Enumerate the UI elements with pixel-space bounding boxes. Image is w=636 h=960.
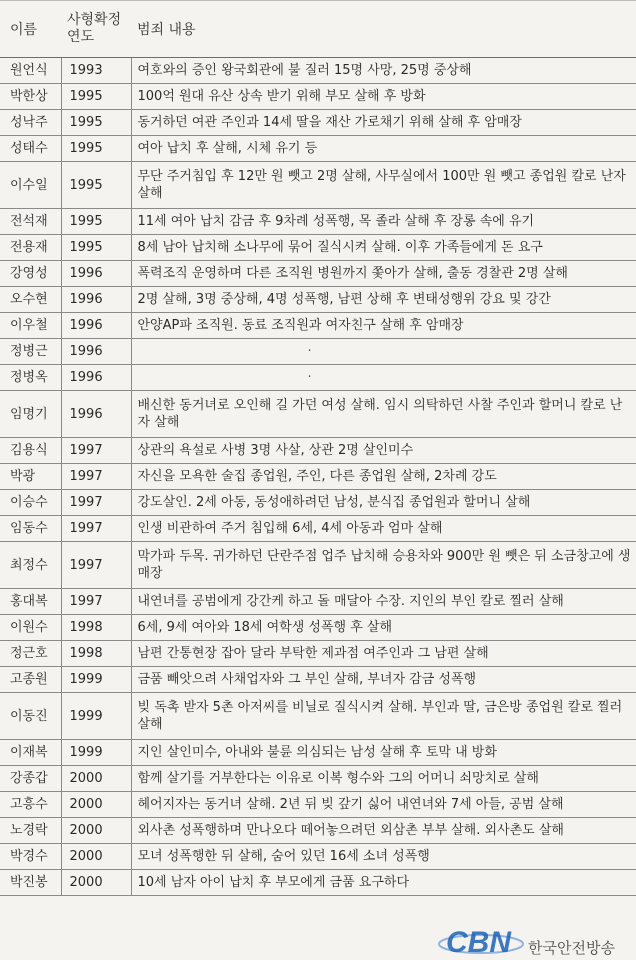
header-year-line1: 사형확정 xyxy=(67,12,122,28)
cell-name: 이우철 xyxy=(0,313,61,339)
cell-year: 1998 xyxy=(61,641,131,667)
cell-crime: 무단 주거침입 후 12만 원 뺏고 2명 살해, 사무실에서 100만 원 뺏고 종업원 칼로 난자 살해 xyxy=(131,162,636,209)
cell-year: 1996 xyxy=(61,391,131,438)
table-row xyxy=(0,339,636,365)
cell-name: 오수현 xyxy=(0,287,61,313)
cell-crime: 모녀 성폭행한 뒤 살해, 숨어 있던 16세 소녀 성폭행 xyxy=(131,844,636,870)
table-row xyxy=(0,615,636,641)
table-row xyxy=(0,870,636,896)
cell-crime: 11세 여아 납치 감금 후 9차례 성폭행, 목 졸라 살해 후 장롱 속에 유기 xyxy=(131,209,636,235)
cell-crime: 8세 남아 납치해 소나무에 묶어 질식시켜 살해. 이후 가족들에게 돈 요구 xyxy=(131,235,636,261)
cell-crime: 여아 납치 후 살해, 시체 유기 등 xyxy=(131,136,636,162)
cell-year: 1996 xyxy=(61,365,131,391)
table-row xyxy=(0,844,636,870)
cell-name: 정병근 xyxy=(0,339,61,365)
header-name: 이름 xyxy=(0,1,61,58)
table-row xyxy=(0,516,636,542)
broadcaster-watermark xyxy=(438,920,634,960)
table-row xyxy=(0,136,636,162)
table-row xyxy=(0,162,636,209)
table-row xyxy=(0,818,636,844)
table-row xyxy=(0,287,636,313)
table-row xyxy=(0,84,636,110)
table-row xyxy=(0,391,636,438)
table-row xyxy=(0,693,636,740)
cell-year: 1995 xyxy=(61,110,131,136)
cell-year: 2000 xyxy=(61,870,131,896)
table-row xyxy=(0,110,636,136)
header-year-line2: 연도 xyxy=(67,29,95,45)
cell-crime: 여호와의 증인 왕국회관에 불 질러 15명 사망, 25명 중상해 xyxy=(131,58,636,84)
cell-crime xyxy=(131,365,636,391)
cell-year: 1995 xyxy=(61,235,131,261)
cell-crime: 자신을 모욕한 술집 종업원, 주인, 다른 종업원 살해, 2차례 강도 xyxy=(131,464,636,490)
table-row xyxy=(0,766,636,792)
cbn-logo xyxy=(438,920,524,960)
cell-year: 1996 xyxy=(61,287,131,313)
ditto-mark: · xyxy=(307,370,312,385)
cell-name: 노경락 xyxy=(0,818,61,844)
cell-year: 2000 xyxy=(61,818,131,844)
cell-name: 전석재 xyxy=(0,209,61,235)
cell-crime: 막가파 두목. 귀가하던 단란주점 업주 납치해 승용차와 900만 원 뺏은 뒤 소금창고에 생매장 xyxy=(131,542,636,589)
cell-crime: 상관의 욕설로 사병 3명 사살, 상관 2명 살인미수 xyxy=(131,438,636,464)
cell-crime: 금품 빼앗으려 사채업자와 그 부인 살해, 부녀자 감금 성폭행 xyxy=(131,667,636,693)
cell-year: 1995 xyxy=(61,136,131,162)
cell-crime: 안양AP파 조직원. 동료 조직원과 여자친구 살해 후 암매장 xyxy=(131,313,636,339)
cell-name: 성낙주 xyxy=(0,110,61,136)
table-row xyxy=(0,365,636,391)
header-year xyxy=(61,1,131,58)
cell-year: 1995 xyxy=(61,162,131,209)
table-row xyxy=(0,792,636,818)
cell-crime xyxy=(131,339,636,365)
cell-crime: 10세 남자 아이 납치 후 부모에게 금품 요구하다 xyxy=(131,870,636,896)
cell-crime: 헤어지자는 동거녀 살해. 2년 뒤 빚 갚기 싫어 내연녀와 7세 아들, 공범 살해 xyxy=(131,792,636,818)
table-row xyxy=(0,667,636,693)
table-row xyxy=(0,313,636,339)
cell-name: 임명기 xyxy=(0,391,61,438)
table-row xyxy=(0,740,636,766)
cell-name: 이승수 xyxy=(0,490,61,516)
cell-name: 이수일 xyxy=(0,162,61,209)
table-row xyxy=(0,58,636,84)
cell-name: 이재복 xyxy=(0,740,61,766)
cell-name: 강종갑 xyxy=(0,766,61,792)
cell-year: 1996 xyxy=(61,339,131,365)
cell-name: 홍대복 xyxy=(0,589,61,615)
cell-year: 1996 xyxy=(61,261,131,287)
cell-crime: 동거하던 여관 주인과 14세 딸을 재산 가로채기 위해 살해 후 암매장 xyxy=(131,110,636,136)
table-header-row xyxy=(0,1,636,58)
cell-year: 2000 xyxy=(61,766,131,792)
cell-year: 1999 xyxy=(61,740,131,766)
cell-crime: 인생 비관하여 주거 침입해 6세, 4세 아동과 엄마 살해 xyxy=(131,516,636,542)
table-row xyxy=(0,438,636,464)
cell-year: 1997 xyxy=(61,490,131,516)
cell-name: 박진봉 xyxy=(0,870,61,896)
cbn-logo-icon xyxy=(438,920,524,960)
cell-name: 이동진 xyxy=(0,693,61,740)
cell-crime: 100억 원대 유산 상속 받기 위해 부모 살해 후 방화 xyxy=(131,84,636,110)
table-row xyxy=(0,209,636,235)
cell-name: 성태수 xyxy=(0,136,61,162)
cell-name: 최정수 xyxy=(0,542,61,589)
cell-year: 1995 xyxy=(61,84,131,110)
cell-year: 2000 xyxy=(61,792,131,818)
cell-year: 1997 xyxy=(61,589,131,615)
cell-crime: 2명 살해, 3명 중상해, 4명 성폭행, 남편 상해 후 변태성행위 강요 및 강간 xyxy=(131,287,636,313)
table-row xyxy=(0,542,636,589)
cell-crime: 폭력조직 운영하며 다른 조직원 병원까지 쫓아가 살해, 출동 경찰관 2명 살해 xyxy=(131,261,636,287)
cell-year: 1997 xyxy=(61,464,131,490)
cell-year: 1999 xyxy=(61,667,131,693)
cell-name: 강영성 xyxy=(0,261,61,287)
cell-year: 1998 xyxy=(61,615,131,641)
cell-year: 1995 xyxy=(61,209,131,235)
table-row xyxy=(0,235,636,261)
cell-year: 2000 xyxy=(61,844,131,870)
cell-name: 박경수 xyxy=(0,844,61,870)
table-row xyxy=(0,464,636,490)
cell-crime: 강도살인. 2세 아동, 동성애하려던 남성, 분식집 종업원과 할머니 살해 xyxy=(131,490,636,516)
cell-crime: 함께 살기를 거부한다는 이유로 이복 형수와 그의 어머니 쇠망치로 살해 xyxy=(131,766,636,792)
cell-crime: 지인 살인미수, 아내와 불륜 의심되는 남성 살해 후 토막 내 방화 xyxy=(131,740,636,766)
cell-year: 1996 xyxy=(61,313,131,339)
cell-name: 원언식 xyxy=(0,58,61,84)
header-crime: 범죄 내용 xyxy=(131,1,636,58)
cell-name: 임동수 xyxy=(0,516,61,542)
cell-name: 고종원 xyxy=(0,667,61,693)
cell-year: 1999 xyxy=(61,693,131,740)
cell-year: 1997 xyxy=(61,438,131,464)
cell-name: 정근호 xyxy=(0,641,61,667)
cell-crime: 남편 간통현장 잡아 달라 부탁한 제과점 여주인과 그 남편 살해 xyxy=(131,641,636,667)
cell-name: 김용식 xyxy=(0,438,61,464)
cell-name: 고흥수 xyxy=(0,792,61,818)
cell-crime: 외사촌 성폭행하며 만나오다 떼어놓으려던 외삼촌 부부 살해. 외사촌도 살해 xyxy=(131,818,636,844)
cell-year: 1997 xyxy=(61,516,131,542)
cell-name: 박광 xyxy=(0,464,61,490)
table-row xyxy=(0,589,636,615)
cell-year: 1997 xyxy=(61,542,131,589)
cell-year: 1993 xyxy=(61,58,131,84)
table-row xyxy=(0,261,636,287)
cell-name: 박한상 xyxy=(0,84,61,110)
svg-text:CBN: CBN xyxy=(446,926,511,959)
ditto-mark: · xyxy=(307,344,312,359)
cell-name: 전용재 xyxy=(0,235,61,261)
cell-name: 이원수 xyxy=(0,615,61,641)
cell-crime: 내연녀를 공범에게 강간케 하고 돌 매달아 수장. 지인의 부인 칼로 찔러 살해 xyxy=(131,589,636,615)
cell-name: 정병옥 xyxy=(0,365,61,391)
cell-crime: 6세, 9세 여아와 18세 여학생 성폭행 후 살해 xyxy=(131,615,636,641)
cell-crime: 배신한 동거녀로 오인해 길 가던 여성 살해. 임시 의탁하던 사찰 주인과 할머니 칼로 난자 살해 xyxy=(131,391,636,438)
table-row xyxy=(0,641,636,667)
table-row xyxy=(0,490,636,516)
broadcaster-name: 한국안전방송 xyxy=(528,939,615,957)
cell-crime: 빚 독촉 받자 5촌 아저씨를 비닐로 질식시켜 살해. 부인과 딸, 금은방 종업원 칼로 찔러 살해 xyxy=(131,693,636,740)
